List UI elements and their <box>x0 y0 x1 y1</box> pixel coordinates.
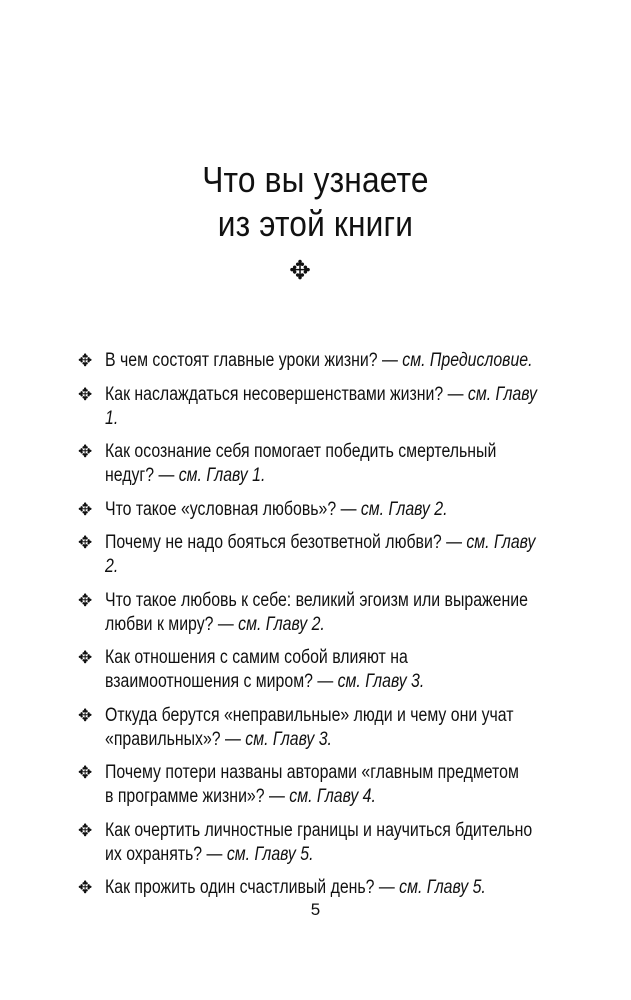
question-item <box>78 440 548 488</box>
question-line-2: взаимоотношения с миром? — <box>105 671 338 692</box>
question-line-1: Как очертить личностные границы и научиться бдительно <box>105 819 533 841</box>
question-text <box>105 349 553 373</box>
question-text <box>105 440 553 488</box>
question-line-2: «правильных»? — <box>105 728 246 750</box>
question-item <box>78 383 548 431</box>
question-line-2: недуг? — <box>105 465 179 486</box>
question-line-1: Что такое любовь к себе: великий эгоизм или выражение <box>105 589 528 611</box>
page-title-line-1: Что вы узнаете <box>202 159 429 201</box>
bullet-icon: ✥ <box>78 351 93 371</box>
question-line-1: Как отношения с самим собой влияют на <box>105 647 408 668</box>
chapter-reference: см. Главу 1. <box>105 383 537 429</box>
question-line-1: Почему не надо бояться безответной любви? — <box>105 532 467 553</box>
bullet-icon: ✥ <box>78 648 93 668</box>
question-line-2: любви к миру? — <box>105 613 239 635</box>
chapter-reference: см. Главу 3. <box>337 671 425 692</box>
bullet-icon: ✥ <box>78 820 93 841</box>
question-text <box>105 704 553 752</box>
question-line-1: Откуда берутся «неправильные» люди и чему они учат <box>105 704 514 726</box>
chapter-reference: см. Главу 5. <box>399 877 486 898</box>
question-item <box>78 498 548 522</box>
question-item <box>78 761 548 809</box>
question-text <box>105 761 553 809</box>
chapter-reference: см. Предисловие. <box>402 350 533 371</box>
question-line-1: Почему потери названы авторами «главным предметом <box>105 762 519 783</box>
chapter-reference: см. Главу 4. <box>289 786 376 807</box>
question-item <box>78 531 548 579</box>
bullet-icon: ✥ <box>78 763 93 783</box>
bullet-icon: ✥ <box>78 499 93 520</box>
bullet-icon: ✥ <box>78 384 93 405</box>
question-item <box>78 876 548 900</box>
chapter-reference: см. Главу 2. <box>238 613 325 635</box>
question-line-2: в программе жизни»? — <box>105 786 290 807</box>
question-text <box>105 589 553 637</box>
bullet-icon: ✥ <box>78 590 93 611</box>
chapter-reference: см. Главу 3. <box>245 728 332 750</box>
question-line-1: В чем состоят главные уроки жизни? — <box>105 350 403 371</box>
question-line-1: Что такое «условная любовь»? — <box>105 498 361 520</box>
question-text <box>105 383 553 431</box>
question-text <box>105 819 553 867</box>
question-item <box>78 819 548 867</box>
chapter-reference: см. Главу 5. <box>226 843 314 865</box>
bullet-icon: ✥ <box>78 442 93 462</box>
chapter-reference: см. Главу 2. <box>360 498 448 520</box>
page-number: 5 <box>310 900 321 919</box>
question-text <box>105 646 553 694</box>
bullet-icon: ✥ <box>78 533 93 553</box>
question-item <box>78 349 548 373</box>
question-text <box>105 531 553 579</box>
question-line-1: Как осознание себя помогает победить смертельный <box>105 441 497 462</box>
question-text <box>105 876 553 900</box>
question-item <box>78 646 548 694</box>
ornament-icon: ✥ <box>289 256 311 286</box>
question-item <box>78 589 548 637</box>
question-line-1: Как прожить один счастливый день? — <box>105 877 400 898</box>
page-title-line-2: из этой книги <box>217 203 414 245</box>
page-title <box>38 158 593 246</box>
question-line-1: Как наслаждаться несовершенствами жизни? — <box>105 383 468 405</box>
question-item <box>78 704 548 752</box>
question-line-2: их охранять? — <box>105 843 227 865</box>
chapter-reference: см. Главу 1. <box>178 465 266 486</box>
chapter-reference: см. Главу 2. <box>105 532 536 577</box>
question-list <box>78 349 548 910</box>
bullet-icon: ✥ <box>78 878 93 898</box>
bullet-icon: ✥ <box>78 705 93 726</box>
question-text <box>105 498 553 522</box>
